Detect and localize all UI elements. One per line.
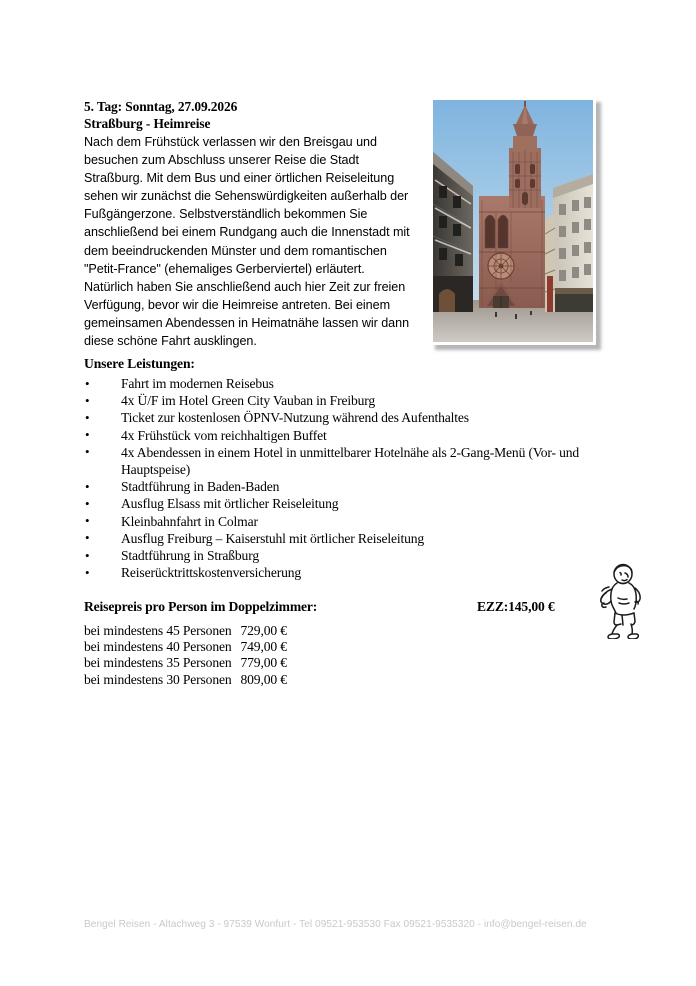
table-row (84, 639, 287, 655)
cathedral-photo (430, 97, 596, 345)
day-heading-line: 5. Tag: Sonntag, 27.09.2026 (84, 99, 238, 114)
list-item: • 4x Frühstück vom reichhaltigen Buffet (84, 427, 614, 444)
single-room-supplement: EZZ:145,00 € (477, 599, 555, 614)
list-item: • 4x Ü/F im Hotel Green City Vauban in Freiburg (84, 392, 614, 409)
services-section (84, 355, 614, 581)
price-label: bei mindestens 45 Personen (84, 623, 232, 638)
day-paragraph: Nach dem Frühstück verlassen wir den Breisgau und besuchen zum Abschluss unserer Reise die Stadt Straßburg. Mit dem Bus und einer örtlichen Reiseleitung sehen wir zunächst die Sehenswürdigkeiten außerhalb der Fußgängerzone. Selbstverständlich bekommen Sie anschließend bei einem Rundgang auch die Innenstadt mit dem beeindruckenden Münster und dem romantischen "Petit-France" (ehemaliges Gerberviertel) erläutert. Natürlich haben Sie anschließend auch hier Zeit zur freien Verfügung, bevor wir die Heimreise antreten. Bei einem gemeinsamen Abendessen in Heimatnähe lassen wir dann diese schöne Fahrt ausklingen. (84, 135, 410, 349)
list-item: • Stadtführung in Straßburg (84, 547, 614, 564)
price-amount: 809,00 € (240, 671, 287, 687)
price-amount: 729,00 € (240, 623, 287, 638)
table-row (84, 672, 287, 688)
list-item: • 4x Abendessen in einem Hotel in unmittelbarer Hotelnähe als 2-Gang-Menü (Vor- und Hauptspeise) (84, 444, 614, 478)
list-item: • Stadtführung in Baden-Baden (84, 478, 614, 495)
price-label: bei mindestens 35 Personen (84, 655, 232, 671)
list-item: • Ausflug Freiburg – Kaiserstuhl mit örtlicher Reiseleitung (84, 530, 614, 547)
services-title: Unsere Leistungen: (84, 356, 195, 371)
price-section (84, 598, 614, 688)
price-heading: Reisepreis pro Person im Doppelzimmer: (84, 599, 318, 614)
price-label: bei mindestens 30 Personen (84, 671, 232, 687)
price-label: bei mindestens 40 Personen (84, 639, 232, 655)
day-description (84, 99, 416, 350)
list-item: • Fahrt im modernen Reisebus (84, 375, 614, 392)
table-row (84, 655, 287, 671)
price-heading-row (84, 598, 614, 615)
list-item: • Ausflug Elsass mit örtlicher Reiseleitung (84, 495, 614, 512)
services-list (84, 375, 614, 581)
price-amount: 749,00 € (240, 639, 287, 655)
route-heading-line: Straßburg - Heimreise (84, 115, 211, 131)
list-item: • Reiserücktrittskostenversicherung (84, 564, 614, 581)
list-item: • Kleinbahnfahrt in Colmar (84, 513, 614, 530)
list-item: • Ticket zur kostenlosen ÖPNV-Nutzung während des Aufenthaltes (84, 409, 614, 426)
price-table (84, 623, 287, 688)
cathedral-photo-graphic (433, 100, 593, 342)
table-row (84, 623, 287, 639)
price-amount: 779,00 € (240, 655, 287, 671)
page-footer: Bengel Reisen - Altachweg 3 - 97539 Wonfurt - Tel 09521-953530 Fax 09521-9535320 - info@bengel-reisen.de (84, 919, 587, 930)
